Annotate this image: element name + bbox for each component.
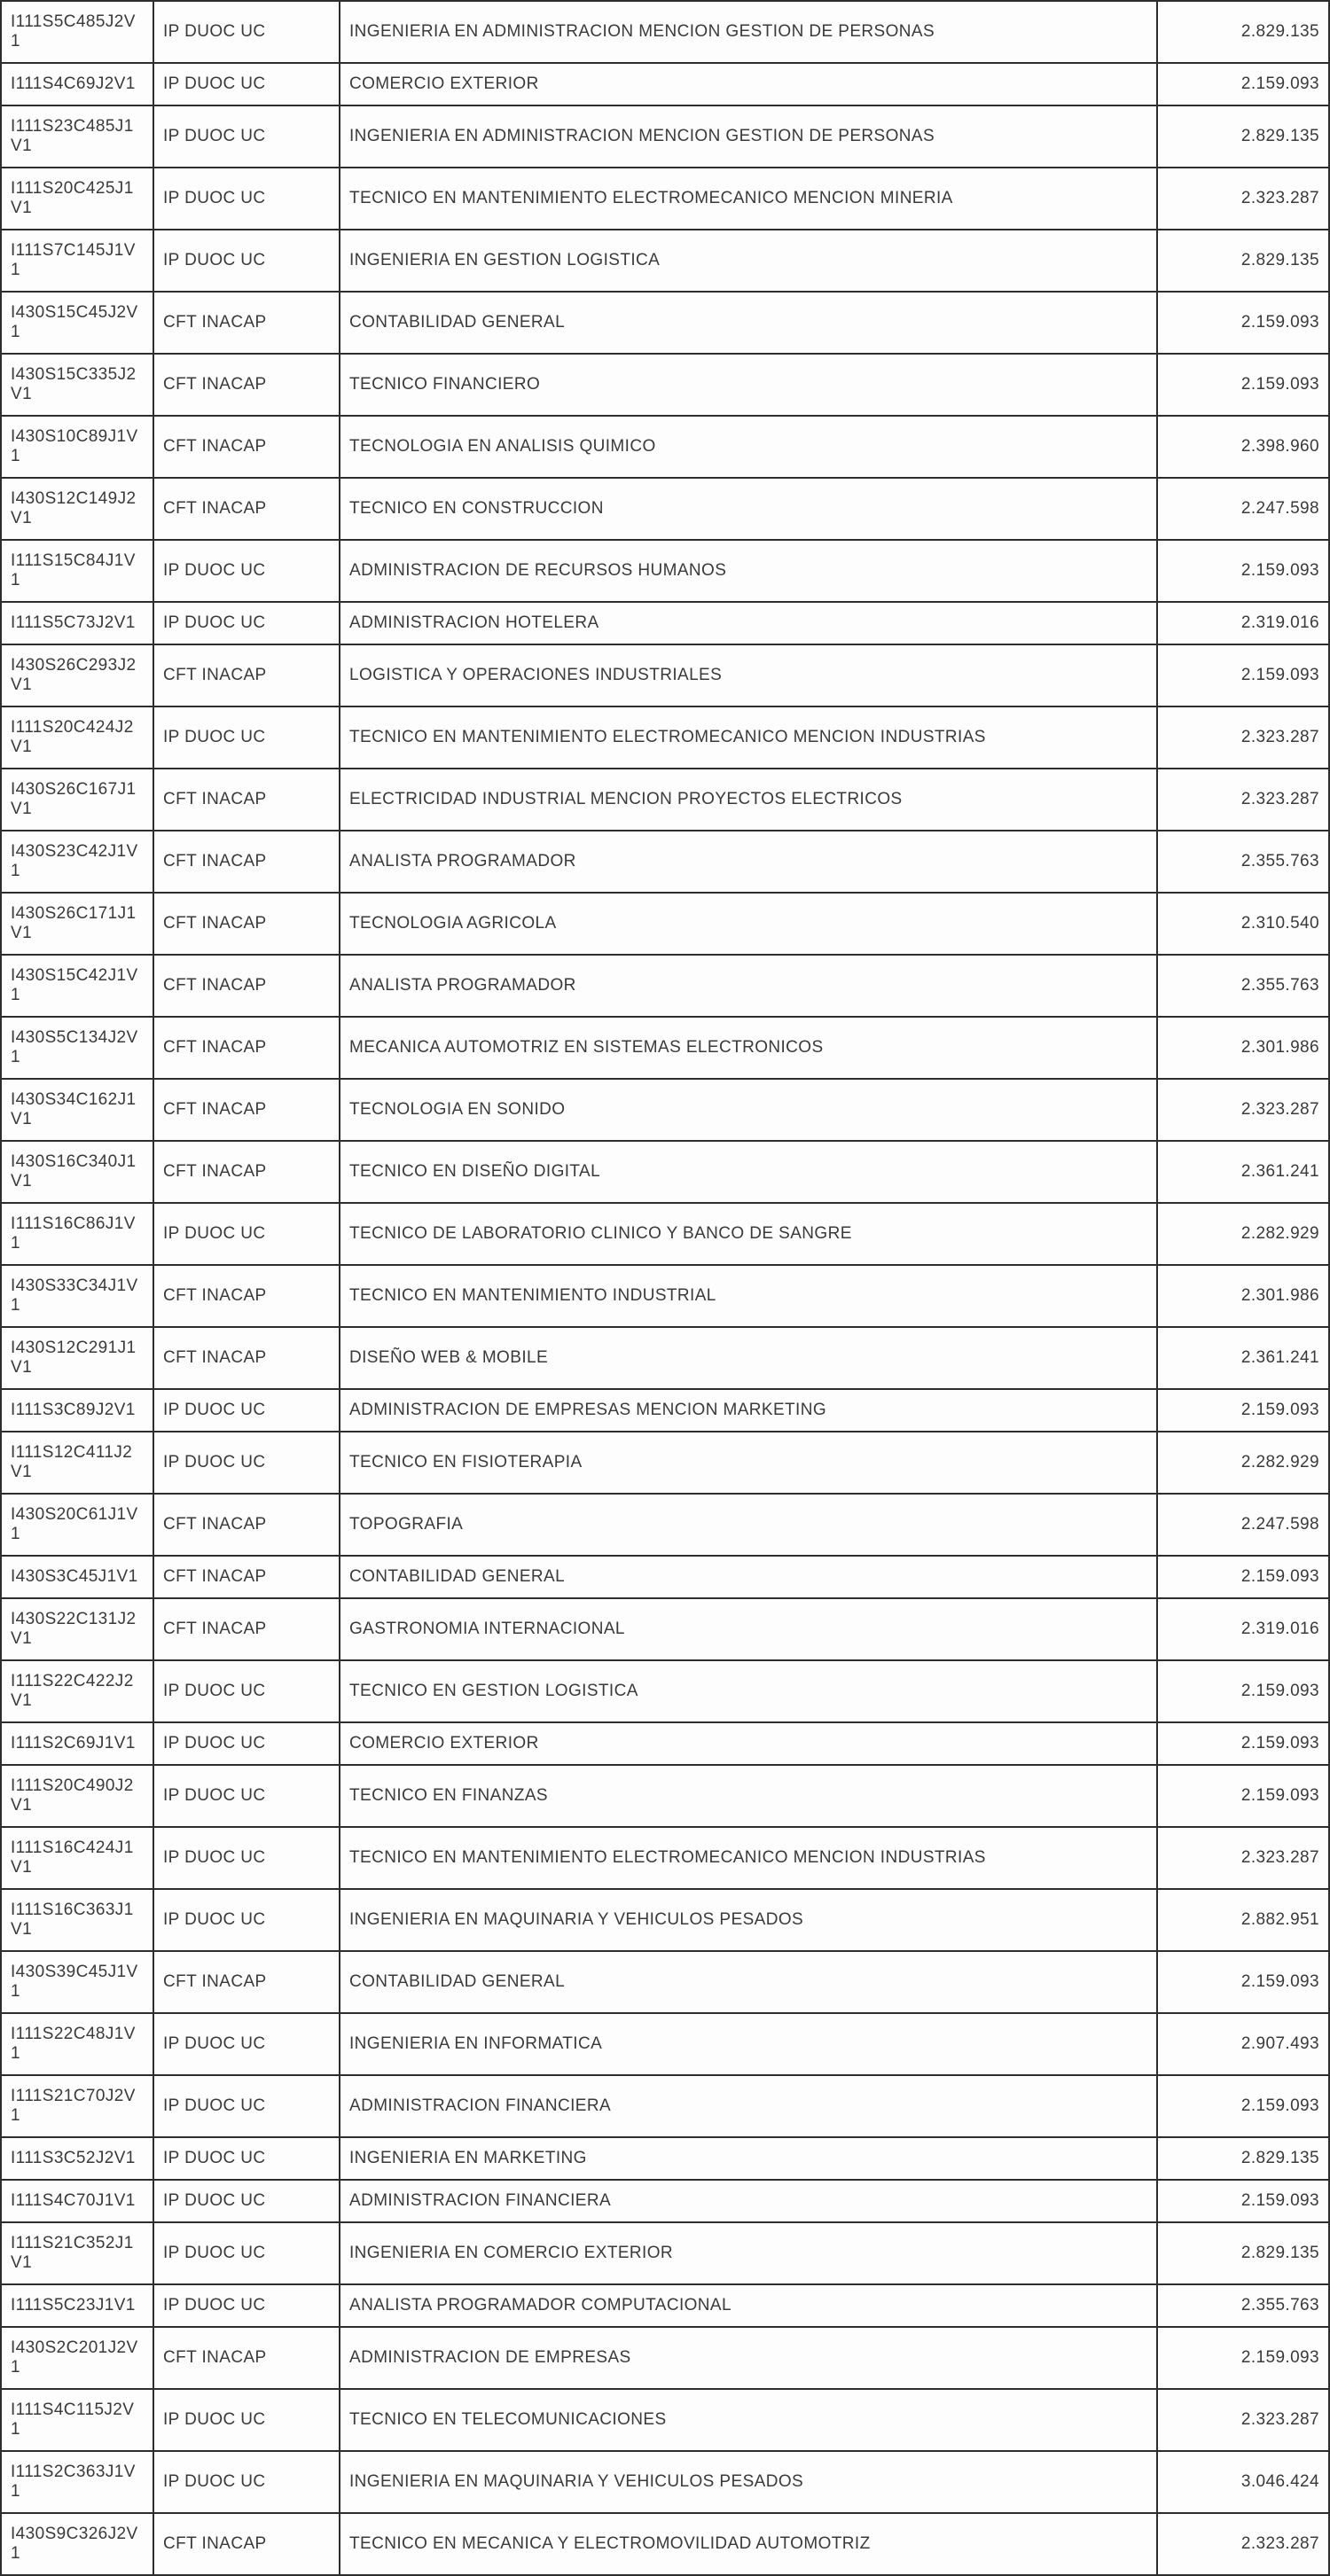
program-name-cell: COMERCIO EXTERIOR xyxy=(340,1722,1157,1765)
table-row xyxy=(1,354,1329,416)
table-row xyxy=(1,1722,1329,1765)
institution-cell: IP DUOC UC xyxy=(153,1389,340,1432)
program-name-cell: TECNICO EN MANTENIMIENTO INDUSTRIAL xyxy=(340,1265,1157,1327)
program-name-cell: ADMINISTRACION HOTELERA xyxy=(340,602,1157,644)
program-code-cell: I430S12C291J1V1 xyxy=(1,1327,153,1389)
program-code-cell: I430S23C42J1V1 xyxy=(1,831,153,893)
program-code-cell: I430S34C162J1V1 xyxy=(1,1079,153,1141)
table-row xyxy=(1,2222,1329,2284)
table-row xyxy=(1,292,1329,354)
institution-cell: IP DUOC UC xyxy=(153,2137,340,2180)
table-row xyxy=(1,1951,1329,2013)
program-name-cell: CONTABILIDAD GENERAL xyxy=(340,1951,1157,2013)
program-code-cell: I430S33C34J1V1 xyxy=(1,1265,153,1327)
program-code-cell: I111S16C424J1V1 xyxy=(1,1827,153,1889)
program-code-cell: I111S3C89J2V1 xyxy=(1,1389,153,1432)
program-name-cell: INGENIERIA EN MARKETING xyxy=(340,2137,1157,2180)
program-value-cell: 2.323.287 xyxy=(1157,1079,1329,1141)
program-code-cell: I430S3C45J1V1 xyxy=(1,1556,153,1598)
program-code-cell: I111S23C485J1V1 xyxy=(1,105,153,168)
table-row xyxy=(1,1494,1329,1556)
program-value-cell: 2.323.287 xyxy=(1157,2389,1329,2451)
institution-cell: CFT INACAP xyxy=(153,1265,340,1327)
program-value-cell: 2.159.093 xyxy=(1157,1389,1329,1432)
institution-cell: CFT INACAP xyxy=(153,292,340,354)
table-row xyxy=(1,1432,1329,1494)
program-name-cell: TECNICO EN MANTENIMIENTO ELECTROMECANICO MENCION MINERIA xyxy=(340,168,1157,230)
table-row xyxy=(1,1889,1329,1951)
program-name-cell: TECNICO DE LABORATORIO CLINICO Y BANCO DE SANGRE xyxy=(340,1203,1157,1265)
program-value-cell: 2.159.093 xyxy=(1157,1722,1329,1765)
program-code-cell: I430S12C149J2V1 xyxy=(1,478,153,540)
institution-cell: IP DUOC UC xyxy=(153,540,340,602)
program-code-cell: I111S20C425J1V1 xyxy=(1,168,153,230)
table-row xyxy=(1,1265,1329,1327)
program-code-cell: I430S10C89J1V1 xyxy=(1,416,153,478)
program-name-cell: CONTABILIDAD GENERAL xyxy=(340,292,1157,354)
program-value-cell: 2.323.287 xyxy=(1157,168,1329,230)
program-name-cell: ELECTRICIDAD INDUSTRIAL MENCION PROYECTOS ELECTRICOS xyxy=(340,769,1157,831)
program-code-cell: I430S15C42J1V1 xyxy=(1,955,153,1017)
program-value-cell: 2.301.986 xyxy=(1157,1265,1329,1327)
table-row xyxy=(1,1,1329,63)
table-row xyxy=(1,1827,1329,1889)
institution-cell: IP DUOC UC xyxy=(153,706,340,769)
program-code-cell: I430S5C134J2V1 xyxy=(1,1017,153,1079)
program-code-cell: I111S7C145J1V1 xyxy=(1,230,153,292)
program-value-cell: 2.159.093 xyxy=(1157,63,1329,105)
program-value-cell: 2.355.763 xyxy=(1157,2284,1329,2327)
program-name-cell: TECNOLOGIA EN SONIDO xyxy=(340,1079,1157,1141)
program-code-cell: I111S20C424J2V1 xyxy=(1,706,153,769)
program-code-cell: I111S4C69J2V1 xyxy=(1,63,153,105)
program-code-cell: I111S22C422J2V1 xyxy=(1,1660,153,1722)
institution-cell: IP DUOC UC xyxy=(153,168,340,230)
table-row xyxy=(1,1660,1329,1722)
institution-cell: IP DUOC UC xyxy=(153,1765,340,1827)
institution-cell: CFT INACAP xyxy=(153,478,340,540)
program-name-cell: INGENIERIA EN GESTION LOGISTICA xyxy=(340,230,1157,292)
table-row xyxy=(1,706,1329,769)
institution-cell: IP DUOC UC xyxy=(153,1827,340,1889)
institution-cell: CFT INACAP xyxy=(153,955,340,1017)
program-name-cell: TECNICO EN FINANZAS xyxy=(340,1765,1157,1827)
program-value-cell: 2.882.951 xyxy=(1157,1889,1329,1951)
program-name-cell: ADMINISTRACION DE EMPRESAS xyxy=(340,2327,1157,2389)
table-row xyxy=(1,1389,1329,1432)
institution-cell: CFT INACAP xyxy=(153,1494,340,1556)
institution-cell: IP DUOC UC xyxy=(153,105,340,168)
program-code-cell: I111S3C52J2V1 xyxy=(1,2137,153,2180)
program-name-cell: INGENIERIA EN INFORMATICA xyxy=(340,2013,1157,2075)
program-code-cell: I430S22C131J2V1 xyxy=(1,1598,153,1660)
table-row xyxy=(1,893,1329,955)
table-row xyxy=(1,540,1329,602)
program-name-cell: LOGISTICA Y OPERACIONES INDUSTRIALES xyxy=(340,644,1157,706)
program-value-cell: 2.323.287 xyxy=(1157,706,1329,769)
program-code-cell: I111S4C70J1V1 xyxy=(1,2180,153,2222)
program-value-cell: 2.159.093 xyxy=(1157,2075,1329,2137)
institution-cell: IP DUOC UC xyxy=(153,2222,340,2284)
table-row xyxy=(1,2137,1329,2180)
table-row xyxy=(1,1765,1329,1827)
program-name-cell: TECNICO EN MECANICA Y ELECTROMOVILIDAD AUTOMOTRIZ xyxy=(340,2513,1157,2575)
table-row xyxy=(1,955,1329,1017)
institution-cell: IP DUOC UC xyxy=(153,1660,340,1722)
institution-cell: CFT INACAP xyxy=(153,1556,340,1598)
program-value-cell: 2.301.986 xyxy=(1157,1017,1329,1079)
table-row xyxy=(1,63,1329,105)
institution-cell: IP DUOC UC xyxy=(153,63,340,105)
program-name-cell: TECNOLOGIA AGRICOLA xyxy=(340,893,1157,955)
program-code-cell: I430S26C167J1V1 xyxy=(1,769,153,831)
table-row xyxy=(1,2327,1329,2389)
table-row xyxy=(1,168,1329,230)
table-row xyxy=(1,2284,1329,2327)
table-row xyxy=(1,831,1329,893)
table-row xyxy=(1,1079,1329,1141)
program-name-cell: TECNOLOGIA EN ANALISIS QUIMICO xyxy=(340,416,1157,478)
program-value-cell: 2.282.929 xyxy=(1157,1203,1329,1265)
institution-cell: CFT INACAP xyxy=(153,1327,340,1389)
program-code-cell: I430S16C340J1V1 xyxy=(1,1141,153,1203)
program-value-cell: 2.159.093 xyxy=(1157,1765,1329,1827)
table-row xyxy=(1,105,1329,168)
program-code-cell: I430S26C171J1V1 xyxy=(1,893,153,955)
institution-cell: CFT INACAP xyxy=(153,416,340,478)
table-row xyxy=(1,1017,1329,1079)
program-name-cell: ADMINISTRACION DE EMPRESAS MENCION MARKETING xyxy=(340,1389,1157,1432)
program-name-cell: COMERCIO EXTERIOR xyxy=(340,63,1157,105)
program-value-cell: 2.829.135 xyxy=(1157,2222,1329,2284)
program-value-cell: 2.159.093 xyxy=(1157,540,1329,602)
program-name-cell: INGENIERIA EN ADMINISTRACION MENCION GESTION DE PERSONAS xyxy=(340,1,1157,63)
program-name-cell: TECNICO EN CONSTRUCCION xyxy=(340,478,1157,540)
program-name-cell: TECNICO FINANCIERO xyxy=(340,354,1157,416)
program-code-cell: I111S22C48J1V1 xyxy=(1,2013,153,2075)
table-row xyxy=(1,769,1329,831)
table-row xyxy=(1,1556,1329,1598)
table-row xyxy=(1,478,1329,540)
program-value-cell: 2.159.093 xyxy=(1157,2180,1329,2222)
program-name-cell: TECNICO EN TELECOMUNICACIONES xyxy=(340,2389,1157,2451)
table-row xyxy=(1,416,1329,478)
institution-cell: IP DUOC UC xyxy=(153,1722,340,1765)
institution-cell: CFT INACAP xyxy=(153,831,340,893)
program-value-cell: 2.282.929 xyxy=(1157,1432,1329,1494)
institution-cell: CFT INACAP xyxy=(153,2513,340,2575)
table-row xyxy=(1,1203,1329,1265)
program-name-cell: TOPOGRAFIA xyxy=(340,1494,1157,1556)
program-name-cell: ANALISTA PROGRAMADOR xyxy=(340,955,1157,1017)
table-row xyxy=(1,230,1329,292)
program-value-cell: 2.319.016 xyxy=(1157,1598,1329,1660)
program-value-cell: 2.829.135 xyxy=(1157,105,1329,168)
program-value-cell: 2.829.135 xyxy=(1157,230,1329,292)
program-code-cell: I111S5C73J2V1 xyxy=(1,602,153,644)
institution-cell: CFT INACAP xyxy=(153,769,340,831)
program-value-cell: 2.361.241 xyxy=(1157,1327,1329,1389)
program-value-cell: 2.159.093 xyxy=(1157,1951,1329,2013)
table-body xyxy=(1,1,1329,2575)
institution-cell: CFT INACAP xyxy=(153,1079,340,1141)
program-value-cell: 2.907.493 xyxy=(1157,2013,1329,2075)
table-row xyxy=(1,2180,1329,2222)
institution-cell: IP DUOC UC xyxy=(153,602,340,644)
program-value-cell: 2.829.135 xyxy=(1157,2137,1329,2180)
institution-cell: CFT INACAP xyxy=(153,354,340,416)
program-value-cell: 2.247.598 xyxy=(1157,1494,1329,1556)
program-value-cell: 2.159.093 xyxy=(1157,2327,1329,2389)
program-name-cell: INGENIERIA EN MAQUINARIA Y VEHICULOS PESADOS xyxy=(340,1889,1157,1951)
program-value-cell: 2.829.135 xyxy=(1157,1,1329,63)
program-code-cell: I111S21C352J1V1 xyxy=(1,2222,153,2284)
program-value-cell: 2.159.093 xyxy=(1157,1556,1329,1598)
program-name-cell: TECNICO EN FISIOTERAPIA xyxy=(340,1432,1157,1494)
program-code-cell: I430S2C201J2V1 xyxy=(1,2327,153,2389)
institution-cell: IP DUOC UC xyxy=(153,1203,340,1265)
institution-cell: CFT INACAP xyxy=(153,644,340,706)
program-name-cell: ANALISTA PROGRAMADOR xyxy=(340,831,1157,893)
program-value-cell: 2.159.093 xyxy=(1157,1660,1329,1722)
program-code-cell: I111S16C363J1V1 xyxy=(1,1889,153,1951)
program-name-cell: TECNICO EN GESTION LOGISTICA xyxy=(340,1660,1157,1722)
program-code-cell: I111S4C115J2V1 xyxy=(1,2389,153,2451)
program-value-cell: 2.159.093 xyxy=(1157,354,1329,416)
program-code-cell: I111S15C84J1V1 xyxy=(1,540,153,602)
institution-cell: IP DUOC UC xyxy=(153,1889,340,1951)
program-value-cell: 2.355.763 xyxy=(1157,955,1329,1017)
institution-cell: CFT INACAP xyxy=(153,1951,340,2013)
program-code-cell: I111S21C70J2V1 xyxy=(1,2075,153,2137)
program-value-cell: 2.159.093 xyxy=(1157,644,1329,706)
program-value-cell: 2.398.960 xyxy=(1157,416,1329,478)
program-name-cell: INGENIERIA EN MAQUINARIA Y VEHICULOS PESADOS xyxy=(340,2451,1157,2513)
program-name-cell: GASTRONOMIA INTERNACIONAL xyxy=(340,1598,1157,1660)
program-name-cell: TECNICO EN DISEÑO DIGITAL xyxy=(340,1141,1157,1203)
program-code-cell: I111S12C411J2V1 xyxy=(1,1432,153,1494)
program-value-cell: 2.310.540 xyxy=(1157,893,1329,955)
institution-cell: CFT INACAP xyxy=(153,1017,340,1079)
institution-cell: CFT INACAP xyxy=(153,893,340,955)
institution-cell: CFT INACAP xyxy=(153,1141,340,1203)
program-value-cell: 2.355.763 xyxy=(1157,831,1329,893)
table-row xyxy=(1,2451,1329,2513)
program-name-cell: MECANICA AUTOMOTRIZ EN SISTEMAS ELECTRONICOS xyxy=(340,1017,1157,1079)
program-name-cell: TECNICO EN MANTENIMIENTO ELECTROMECANICO MENCION INDUSTRIAS xyxy=(340,1827,1157,1889)
program-value-cell: 2.247.598 xyxy=(1157,478,1329,540)
program-code-cell: I430S15C335J2V1 xyxy=(1,354,153,416)
program-name-cell: CONTABILIDAD GENERAL xyxy=(340,1556,1157,1598)
institution-cell: IP DUOC UC xyxy=(153,2451,340,2513)
institution-cell: IP DUOC UC xyxy=(153,2284,340,2327)
table-row xyxy=(1,644,1329,706)
institution-cell: IP DUOC UC xyxy=(153,2013,340,2075)
program-value-cell: 2.361.241 xyxy=(1157,1141,1329,1203)
program-name-cell: TECNICO EN MANTENIMIENTO ELECTROMECANICO MENCION INDUSTRIAS xyxy=(340,706,1157,769)
institution-cell: IP DUOC UC xyxy=(153,1432,340,1494)
table-row xyxy=(1,1327,1329,1389)
institution-cell: CFT INACAP xyxy=(153,2327,340,2389)
program-code-cell: I430S39C45J1V1 xyxy=(1,1951,153,2013)
program-value-cell: 2.323.287 xyxy=(1157,2513,1329,2575)
institution-cell: IP DUOC UC xyxy=(153,230,340,292)
program-code-cell: I430S20C61J1V1 xyxy=(1,1494,153,1556)
program-value-cell: 3.046.424 xyxy=(1157,2451,1329,2513)
table-row xyxy=(1,2513,1329,2575)
program-name-cell: ADMINISTRACION DE RECURSOS HUMANOS xyxy=(340,540,1157,602)
table-row xyxy=(1,602,1329,644)
institution-cell: IP DUOC UC xyxy=(153,1,340,63)
program-code-cell: I111S2C363J1V1 xyxy=(1,2451,153,2513)
program-code-cell: I111S16C86J1V1 xyxy=(1,1203,153,1265)
table-row xyxy=(1,2013,1329,2075)
program-name-cell: INGENIERIA EN COMERCIO EXTERIOR xyxy=(340,2222,1157,2284)
program-code-cell: I430S9C326J2V1 xyxy=(1,2513,153,2575)
institution-cell: IP DUOC UC xyxy=(153,2180,340,2222)
institution-cell: CFT INACAP xyxy=(153,1598,340,1660)
program-code-cell: I111S5C23J1V1 xyxy=(1,2284,153,2327)
table-row xyxy=(1,2075,1329,2137)
program-code-cell: I430S15C45J2V1 xyxy=(1,292,153,354)
table-row xyxy=(1,1598,1329,1660)
table-row xyxy=(1,2389,1329,2451)
program-value-cell: 2.319.016 xyxy=(1157,602,1329,644)
program-name-cell: ADMINISTRACION FINANCIERA xyxy=(340,2075,1157,2137)
institution-cell: IP DUOC UC xyxy=(153,2389,340,2451)
program-code-cell: I111S5C485J2V1 xyxy=(1,1,153,63)
program-value-cell: 2.159.093 xyxy=(1157,292,1329,354)
program-value-cell: 2.323.287 xyxy=(1157,769,1329,831)
institution-cell: IP DUOC UC xyxy=(153,2075,340,2137)
program-value-cell: 2.323.287 xyxy=(1157,1827,1329,1889)
program-code-cell: I430S26C293J2V1 xyxy=(1,644,153,706)
program-name-cell: ADMINISTRACION FINANCIERA xyxy=(340,2180,1157,2222)
program-code-cell: I111S2C69J1V1 xyxy=(1,1722,153,1765)
program-name-cell: DISEÑO WEB & MOBILE xyxy=(340,1327,1157,1389)
program-code-cell: I111S20C490J2V1 xyxy=(1,1765,153,1827)
program-name-cell: INGENIERIA EN ADMINISTRACION MENCION GESTION DE PERSONAS xyxy=(340,105,1157,168)
program-name-cell: ANALISTA PROGRAMADOR COMPUTACIONAL xyxy=(340,2284,1157,2327)
table-row xyxy=(1,1141,1329,1203)
